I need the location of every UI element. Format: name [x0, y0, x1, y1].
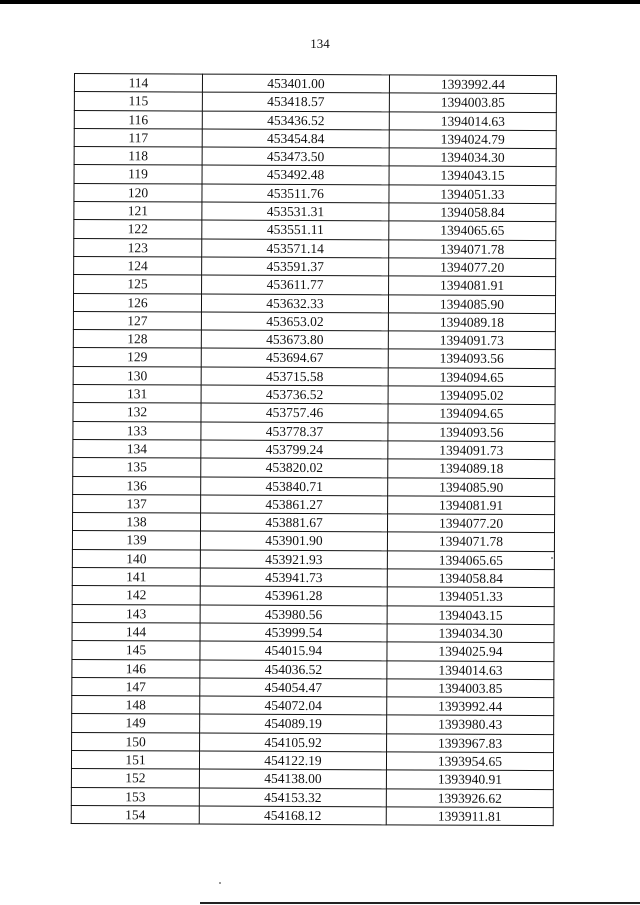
table-row — [72, 622, 554, 642]
point-number-cell: 115 — [74, 92, 202, 111]
x-coordinate-cell: 453941.73 — [200, 568, 387, 587]
x-coordinate-cell: 453591.37 — [202, 257, 389, 276]
point-number-cell: 117 — [74, 128, 202, 147]
x-coordinate-cell: 454089.19 — [200, 714, 387, 733]
table-row — [73, 421, 555, 441]
coordinates-table-body — [71, 74, 556, 826]
y-coordinate-cell: 1394094.65 — [388, 404, 555, 423]
x-coordinate-cell: 453881.67 — [201, 513, 388, 532]
x-coordinate-cell: 453673.80 — [201, 330, 388, 349]
x-coordinate-cell: 454168.12 — [199, 806, 386, 825]
table-row — [73, 403, 555, 423]
x-coordinate-cell: 454122.19 — [199, 751, 386, 770]
y-coordinate-cell: 1394034.30 — [389, 148, 556, 167]
table-row — [72, 568, 554, 588]
y-coordinate-cell: 1394003.85 — [389, 93, 556, 112]
x-coordinate-cell: 453632.33 — [201, 294, 388, 313]
point-number-cell: 146 — [72, 659, 200, 678]
x-coordinate-cell: 454153.32 — [199, 788, 386, 807]
table-row — [74, 256, 556, 276]
x-coordinate-cell: 453840.71 — [201, 477, 388, 496]
point-number-cell: 130 — [73, 366, 201, 385]
point-number-cell: 135 — [73, 458, 201, 477]
table-row — [72, 586, 554, 606]
x-coordinate-cell: 454036.52 — [200, 660, 387, 679]
x-coordinate-cell: 453418.57 — [202, 92, 389, 111]
point-number-cell: 120 — [74, 183, 202, 202]
table-row — [74, 128, 556, 148]
point-number-cell: 137 — [73, 494, 201, 513]
y-coordinate-cell: 1394077.20 — [389, 258, 556, 277]
y-coordinate-cell: 1394085.90 — [388, 477, 555, 496]
table-row — [73, 476, 555, 496]
x-coordinate-cell: 454072.04 — [200, 696, 387, 715]
point-number-cell: 147 — [72, 677, 200, 696]
y-coordinate-cell: 1394025.94 — [387, 642, 554, 661]
y-coordinate-cell: 1393911.81 — [386, 807, 553, 826]
x-coordinate-cell: 454015.94 — [200, 641, 387, 660]
y-coordinate-cell: 1393967.83 — [387, 734, 554, 753]
coordinates-table — [71, 73, 557, 826]
point-number-cell: 122 — [74, 220, 202, 239]
y-coordinate-cell: 1394043.15 — [387, 605, 554, 624]
point-number-cell: 118 — [74, 147, 202, 166]
table-row — [74, 220, 556, 240]
x-coordinate-cell: 453694.67 — [201, 349, 388, 368]
table-row — [72, 732, 554, 752]
y-coordinate-cell: 1393980.43 — [387, 715, 554, 734]
y-coordinate-cell: 1394094.65 — [388, 368, 555, 387]
point-number-cell: 142 — [72, 586, 200, 605]
point-number-cell: 151 — [71, 750, 199, 769]
table-row — [71, 769, 553, 789]
y-coordinate-cell: 1394093.56 — [388, 423, 555, 442]
table-row — [73, 311, 555, 331]
x-coordinate-cell: 453551.11 — [202, 220, 389, 239]
table-row — [74, 183, 556, 203]
point-number-cell: 153 — [71, 787, 199, 806]
x-coordinate-cell: 453531.31 — [202, 202, 389, 221]
x-coordinate-cell: 453473.50 — [202, 147, 389, 166]
table-row — [72, 677, 554, 697]
bottom-border-rule — [200, 902, 640, 904]
x-coordinate-cell: 454054.47 — [200, 678, 387, 697]
table-row — [74, 275, 556, 295]
x-coordinate-cell: 453653.02 — [201, 312, 388, 331]
y-coordinate-cell: 1394065.65 — [389, 221, 556, 240]
top-border-rule — [0, 0, 640, 4]
table-row — [73, 458, 555, 478]
table-row — [73, 385, 555, 405]
x-coordinate-cell: 453961.28 — [200, 586, 387, 605]
point-number-cell: 144 — [72, 622, 200, 641]
y-coordinate-cell: 1394089.18 — [388, 459, 555, 478]
x-coordinate-cell: 454138.00 — [199, 769, 386, 788]
point-number-cell: 149 — [72, 714, 200, 733]
point-number-cell: 148 — [72, 696, 200, 715]
y-coordinate-cell: 1394043.15 — [389, 166, 556, 185]
point-number-cell: 125 — [74, 275, 202, 294]
x-coordinate-cell: 453999.54 — [200, 623, 387, 642]
y-coordinate-cell: 1394065.65 — [387, 551, 554, 570]
point-number-cell: 150 — [72, 732, 200, 751]
point-number-cell: 136 — [73, 476, 201, 495]
y-coordinate-cell: 1394091.73 — [388, 441, 555, 460]
y-coordinate-cell: 1394058.84 — [389, 203, 556, 222]
x-coordinate-cell: 453861.27 — [201, 495, 388, 514]
table-row — [74, 92, 556, 112]
point-number-cell: 127 — [73, 311, 201, 330]
point-number-cell: 123 — [74, 238, 202, 257]
point-number-cell: 134 — [73, 439, 201, 458]
table-row — [73, 494, 555, 514]
point-number-cell: 131 — [73, 385, 201, 404]
point-number-cell: 133 — [73, 421, 201, 440]
y-coordinate-cell: 1394077.20 — [387, 514, 554, 533]
table-row — [74, 110, 556, 130]
y-coordinate-cell: 1394089.18 — [388, 313, 555, 332]
point-number-cell: 121 — [74, 202, 202, 221]
y-coordinate-cell: 1394051.33 — [389, 185, 556, 204]
x-coordinate-cell: 453901.90 — [200, 531, 387, 550]
y-coordinate-cell: 1393926.62 — [386, 788, 553, 807]
x-coordinate-cell: 454105.92 — [200, 733, 387, 752]
point-number-cell: 128 — [73, 330, 201, 349]
y-coordinate-cell: 1394003.85 — [387, 679, 554, 698]
x-coordinate-cell: 453611.77 — [202, 275, 389, 294]
y-coordinate-cell: 1394014.63 — [389, 111, 556, 130]
y-coordinate-cell: 1393940.91 — [386, 770, 553, 789]
y-coordinate-cell: 1394024.79 — [389, 130, 556, 149]
table-row — [74, 202, 556, 222]
y-coordinate-cell: 1394091.73 — [388, 331, 555, 350]
table-row — [73, 330, 555, 350]
x-coordinate-cell: 453571.14 — [202, 239, 389, 258]
x-coordinate-cell: 453778.37 — [201, 422, 388, 441]
y-coordinate-cell: 1393954.65 — [386, 752, 553, 771]
table-row — [73, 439, 555, 459]
point-number-cell: 132 — [73, 403, 201, 422]
x-coordinate-cell: 453715.58 — [201, 367, 388, 386]
table-row — [74, 147, 556, 167]
point-number-cell: 124 — [74, 256, 202, 275]
point-number-cell: 143 — [72, 604, 200, 623]
y-coordinate-cell: 1394081.91 — [389, 276, 556, 295]
table-row — [72, 696, 554, 716]
x-coordinate-cell: 453454.84 — [202, 129, 389, 148]
x-coordinate-cell: 453820.02 — [201, 458, 388, 477]
x-coordinate-cell: 453799.24 — [201, 440, 388, 459]
y-coordinate-cell: 1394071.78 — [389, 240, 556, 259]
x-coordinate-cell: 453511.76 — [202, 184, 389, 203]
y-coordinate-cell: 1394081.91 — [388, 496, 555, 515]
y-coordinate-cell: 1394085.90 — [388, 294, 555, 313]
point-number-cell: 140 — [72, 549, 200, 568]
point-number-cell: 126 — [73, 293, 201, 312]
point-number-cell: 145 — [72, 641, 200, 660]
point-number-cell: 114 — [74, 74, 202, 93]
table-row — [73, 366, 555, 386]
table-row — [74, 74, 556, 94]
x-coordinate-cell: 453736.52 — [201, 385, 388, 404]
table-row — [72, 659, 554, 679]
table-row — [71, 750, 553, 770]
point-number-cell: 138 — [73, 513, 201, 532]
table-row — [74, 165, 556, 185]
table-row — [72, 641, 554, 661]
point-number-cell: 139 — [72, 531, 200, 550]
scan-speck — [551, 557, 553, 559]
table-row — [73, 293, 555, 313]
x-coordinate-cell: 453757.46 — [201, 403, 388, 422]
table-row — [73, 513, 555, 533]
y-coordinate-cell: 1394071.78 — [387, 532, 554, 551]
page-number: 134 — [310, 36, 330, 51]
table-row — [72, 549, 554, 569]
y-coordinate-cell: 1394051.33 — [387, 587, 554, 606]
x-coordinate-cell: 453921.93 — [200, 550, 387, 569]
y-coordinate-cell: 1394034.30 — [387, 624, 554, 643]
table-row — [72, 714, 554, 734]
x-coordinate-cell: 453492.48 — [202, 166, 389, 185]
y-coordinate-cell: 1394058.84 — [387, 569, 554, 588]
y-coordinate-cell: 1394095.02 — [388, 386, 555, 405]
point-number-cell: 141 — [72, 568, 200, 587]
point-number-cell: 119 — [74, 165, 202, 184]
x-coordinate-cell: 453980.56 — [200, 605, 387, 624]
point-number-cell: 116 — [74, 110, 202, 129]
table-row — [72, 531, 554, 551]
y-coordinate-cell: 1394014.63 — [387, 660, 554, 679]
table-row — [72, 604, 554, 624]
table-row — [73, 348, 555, 368]
table-row — [74, 238, 556, 258]
table-row — [71, 805, 553, 825]
table-row — [71, 787, 553, 807]
x-coordinate-cell: 453436.52 — [202, 111, 389, 130]
x-coordinate-cell: 453401.00 — [202, 74, 389, 93]
y-coordinate-cell: 1394093.56 — [388, 349, 555, 368]
y-coordinate-cell: 1393992.44 — [389, 75, 556, 94]
point-number-cell: 154 — [71, 805, 199, 824]
point-number-cell: 129 — [73, 348, 201, 367]
scan-speck — [219, 882, 221, 884]
y-coordinate-cell: 1393992.44 — [387, 697, 554, 716]
point-number-cell: 152 — [71, 769, 199, 788]
